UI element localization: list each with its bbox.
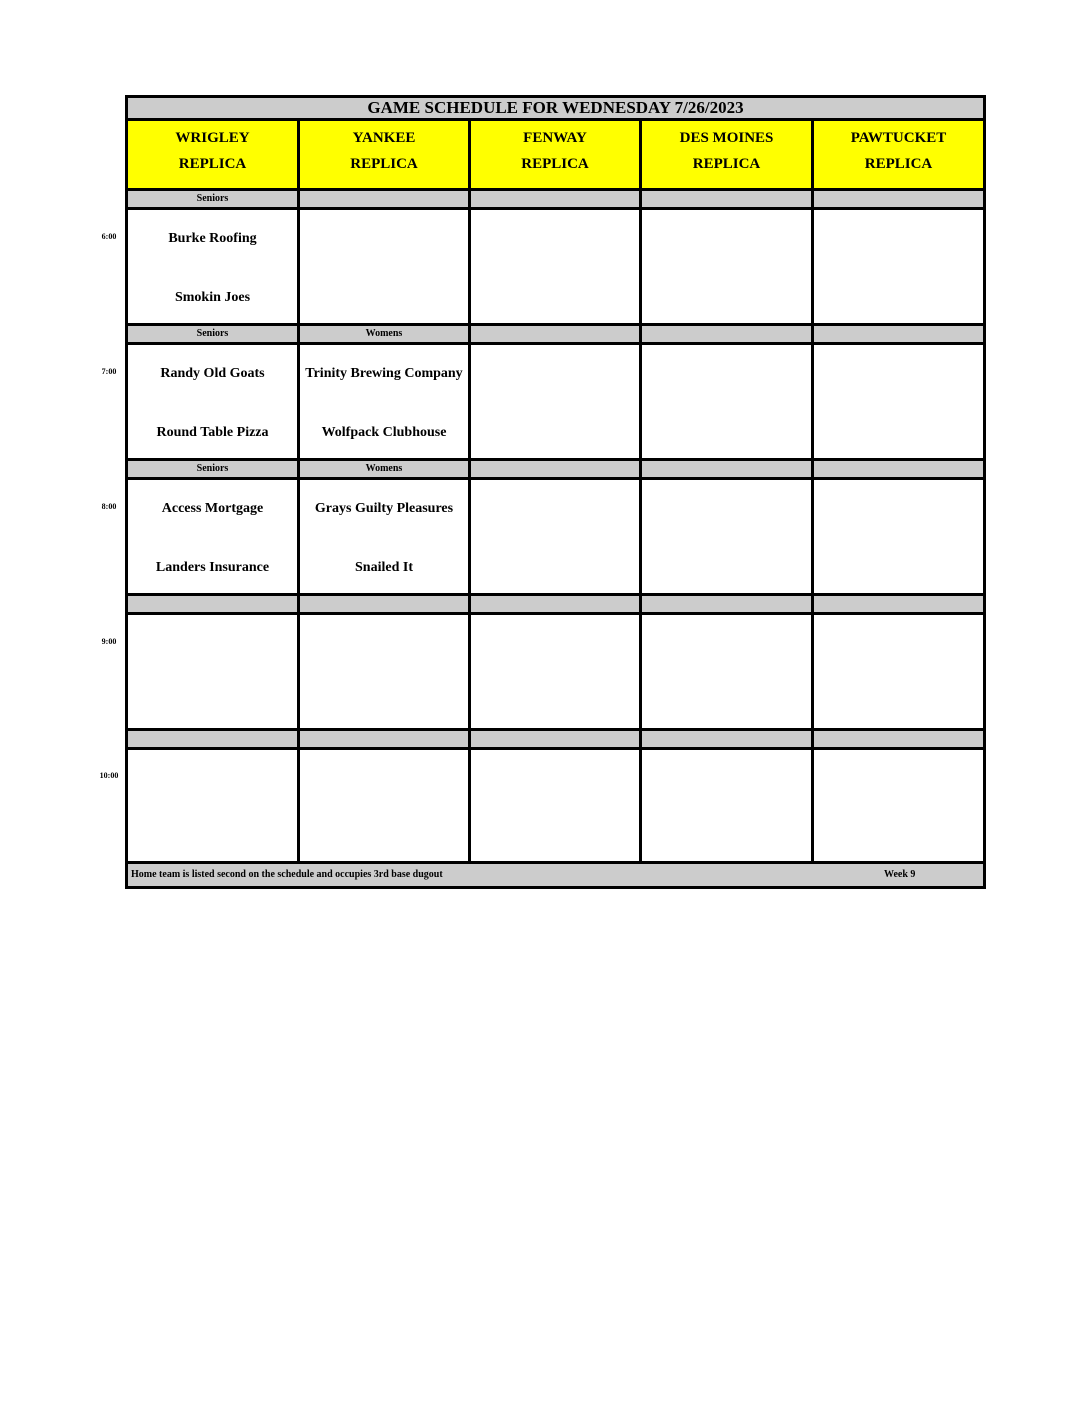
game-cell (814, 750, 983, 864)
category-label (642, 326, 814, 345)
category-label (471, 596, 642, 615)
field-name: DES MOINES (679, 130, 774, 146)
category-label (642, 731, 814, 750)
away-team: Trinity Brewing Company (305, 366, 463, 381)
field-name: FENWAY (523, 130, 587, 146)
category-label (300, 191, 471, 210)
game-cell (128, 345, 300, 461)
game-cell (814, 210, 983, 326)
field-header-yankee (300, 121, 471, 191)
schedule-footer (128, 864, 983, 886)
time-label: 8:00 (101, 502, 117, 511)
schedule-table (125, 95, 986, 889)
game-cell (128, 750, 300, 864)
game-cell (128, 615, 300, 731)
game-cell (642, 750, 814, 864)
game-cell (471, 615, 642, 731)
category-label (128, 596, 300, 615)
away-team: Access Mortgage (161, 501, 264, 516)
category-label: Seniors (128, 326, 300, 345)
away-team: Grays Guilty Pleasures (314, 501, 454, 516)
field-sub: REPLICA (864, 156, 933, 172)
category-label (128, 731, 300, 750)
game-cell (300, 345, 471, 461)
category-label (471, 326, 642, 345)
game-cell (814, 480, 983, 596)
category-label (471, 461, 642, 480)
field-header-fenway (471, 121, 642, 191)
time-label: 10:00 (99, 771, 119, 780)
category-label (814, 596, 983, 615)
category-label: Seniors (128, 461, 300, 480)
field-sub: REPLICA (350, 156, 418, 172)
home-team: Landers Insurance (155, 560, 270, 575)
away-team: Randy Old Goats (160, 366, 265, 381)
field-sub: REPLICA (692, 156, 761, 172)
field-name: PAWTUCKET (850, 130, 947, 146)
category-label (471, 731, 642, 750)
category-label: Seniors (128, 191, 300, 210)
category-label (642, 461, 814, 480)
game-cell (471, 750, 642, 864)
away-team: Burke Roofing (168, 231, 257, 246)
game-cell (300, 210, 471, 326)
game-cell (642, 345, 814, 461)
category-label (814, 731, 983, 750)
schedule-title: GAME SCHEDULE FOR WEDNESDAY 7/26/2023 (128, 98, 983, 121)
game-cell (642, 210, 814, 326)
week-label: Week 9 (884, 869, 916, 880)
game-cell (471, 210, 642, 326)
footer-note: Home team is listed second on the schedule and occupies 3rd base dugout (131, 869, 443, 880)
field-header-des-moines (642, 121, 814, 191)
game-cell (300, 750, 471, 864)
field-sub: REPLICA (178, 156, 247, 172)
game-cell (814, 615, 983, 731)
game-cell (128, 480, 300, 596)
field-header-pawtucket (814, 121, 983, 191)
game-cell (471, 345, 642, 461)
category-label: Womens (300, 326, 471, 345)
category-label (814, 326, 983, 345)
field-header-wrigley (128, 121, 300, 191)
category-label (471, 191, 642, 210)
category-label (642, 191, 814, 210)
field-name: WRIGLEY (175, 130, 250, 146)
category-label (642, 596, 814, 615)
game-cell (300, 480, 471, 596)
time-label: 9:00 (101, 637, 117, 646)
game-cell (128, 210, 300, 326)
game-cell (300, 615, 471, 731)
category-label: Womens (300, 461, 471, 480)
home-team: Smokin Joes (174, 290, 251, 305)
game-cell (471, 480, 642, 596)
home-team: Snailed It (355, 560, 413, 575)
category-label (814, 191, 983, 210)
category-label (300, 731, 471, 750)
home-team: Round Table Pizza (156, 425, 269, 440)
game-cell (814, 345, 983, 461)
field-name: YANKEE (352, 130, 416, 146)
game-cell (642, 615, 814, 731)
field-sub: REPLICA (521, 156, 589, 172)
time-label: 6:00 (101, 232, 117, 241)
home-team: Wolfpack Clubhouse (321, 425, 447, 440)
category-label (300, 596, 471, 615)
game-cell (642, 480, 814, 596)
time-label: 7:00 (101, 367, 117, 376)
category-label (814, 461, 983, 480)
